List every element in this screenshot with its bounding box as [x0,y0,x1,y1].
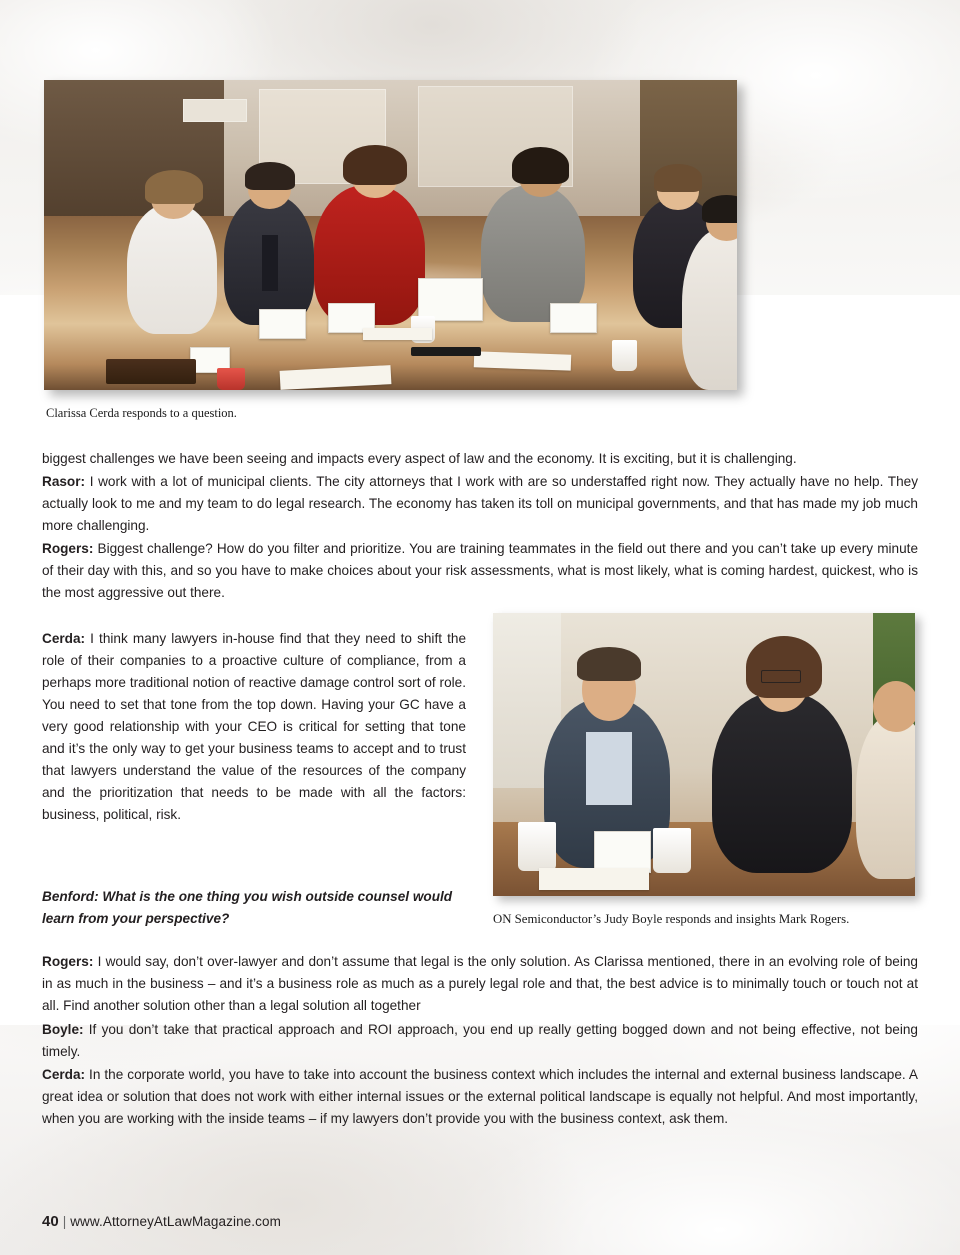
coffee-cup-2 [612,340,637,371]
answer-rogers-text [42,951,918,1017]
article-intro-block [42,448,918,470]
speaker-label-cerda-1: Cerda: [42,631,86,646]
paragraph-rogers-challenge-text [42,538,918,604]
paragraph-rogers-challenge-body: Biggest challenge? How do you filter and prioritize. You are training teammates in the field out there and you can’t take up every minute of their day with this, and so you have to make choices about your risk assessments, what is most likely, what is coming hardest, quickest, who is the most aggressive out there. [42,541,918,601]
paragraph-rogers-challenge [42,538,918,604]
speaker-label-rogers-1: Rogers: [42,541,94,556]
answer-cerda-body: In the corporate world, you have to take into account the business context which includes the internal and external business landscape. A great idea or solution that does not work with either internal issues or the external political landscape is equally not helpful. And most importantly, when you are working with the inside teams – if my lawyers don’t provide you with the business context, ask them. [42,1067,918,1127]
speaker-label-rogers-2: Rogers: [42,954,94,969]
third-person-body [856,715,915,879]
participant-4-hair [512,147,569,184]
magazine-website[interactable]: www.AttorneyAtLawMagazine.com [70,1214,281,1229]
answer-boyle-text [42,1019,918,1063]
woman-hair [746,636,822,698]
page-footer [42,1213,281,1230]
leather-folio [106,359,196,384]
answer-boyle [42,1019,918,1063]
wall-vent [183,99,247,123]
conversation-scene [493,613,915,896]
answer-cerda [42,1064,918,1130]
name-placard-1 [259,309,306,339]
participant-3-hair [343,145,407,185]
speaker-label-cerda-2: Cerda: [42,1067,86,1082]
speaker-label-rasor: Rasor: [42,474,86,489]
document-2 [473,351,570,370]
footer-separator: | [62,1214,67,1229]
roundtable-photo-bottom [493,613,915,896]
photo-top-caption: Clarissa Cerda responds to a question. [46,406,237,420]
speaker-label-boyle: Boyle: [42,1022,84,1037]
name-placard-3 [418,278,482,320]
soda-can [217,368,245,390]
woman-body [712,692,851,873]
document-3 [363,328,432,340]
page-number: 40 [42,1213,59,1230]
participant-4-body [481,185,585,321]
cup-center [653,828,691,873]
paragraph-rasor-text [42,471,918,537]
papers-bottom [539,868,649,891]
participant-1-body [127,204,217,334]
name-placard-4 [550,303,597,333]
paragraph-cerda-compliance-body: I think many lawyers in-house find that they need to shift the role of their companies to a proactive culture of compliance, from a perhaps more traditional notion of reactive damage control sort of role. You need to set that tone from the top down. Having your GC have a very good relationship with your CEO is critical for setting that tone and it’s the only way to get your business teams to accept and to trust that lawyers understand the value of the resources of the company and the prioritization that needs to be made with all the factors: business, political, risk. [42,631,466,823]
man-shirt [586,732,632,806]
participant-5-hair [654,164,703,192]
paragraph-cerda-compliance [42,628,466,826]
question-benford [42,886,466,930]
participant-2-tie [262,235,277,291]
phone-device [411,347,480,356]
conference-room-scene [44,80,737,390]
paragraph-cerda-compliance-text [42,628,466,826]
third-person-head [873,681,915,732]
intro-paragraph: biggest challenges we have been seeing and impacts every aspect of law and the economy. It is exciting, but it is challenging. [42,451,797,466]
paragraph-rasor-body: I work with a lot of municipal clients. The city attorneys that I work with are so understaffed right now. They actually have no help. They actually look to me and my team to do legal research. The economy has taken its toll on municipal governments, and that has made my job much more challenging. [42,474,918,534]
photo-bottom-caption: ON Semiconductor’s Judy Boyle responds and insights Mark Rogers. [493,912,850,926]
participant-1-hair [145,170,203,204]
answer-rogers-body: I would say, don’t over-lawyer and don’t assume that legal is the only solution. As Clarissa mentioned, there in an evolving role of being in as much in the business – and it’s a business role as much as a purely legal role and that, the best advice is to minimally touch or touch not at all. Find another solution other than a legal solution all together [42,954,918,1014]
name-placard-bottom [594,831,651,873]
eyeglasses [761,670,801,683]
question-benford-text: Benford: What is the one thing you wish outside counsel would learn from your perspective? [42,889,453,927]
answer-cerda-text [42,1064,918,1130]
participant-6-hair [702,195,737,223]
answer-boyle-body: If you don’t take that practical approach and ROI approach, you end up really getting bogged down and not being effective, not being timely. [42,1022,918,1060]
participant-2-hair [245,162,295,190]
answer-rogers [42,951,918,1017]
roundtable-photo-top [44,80,737,390]
man-hair [577,647,640,681]
paragraph-rasor [42,471,918,537]
cup-left [518,822,556,870]
